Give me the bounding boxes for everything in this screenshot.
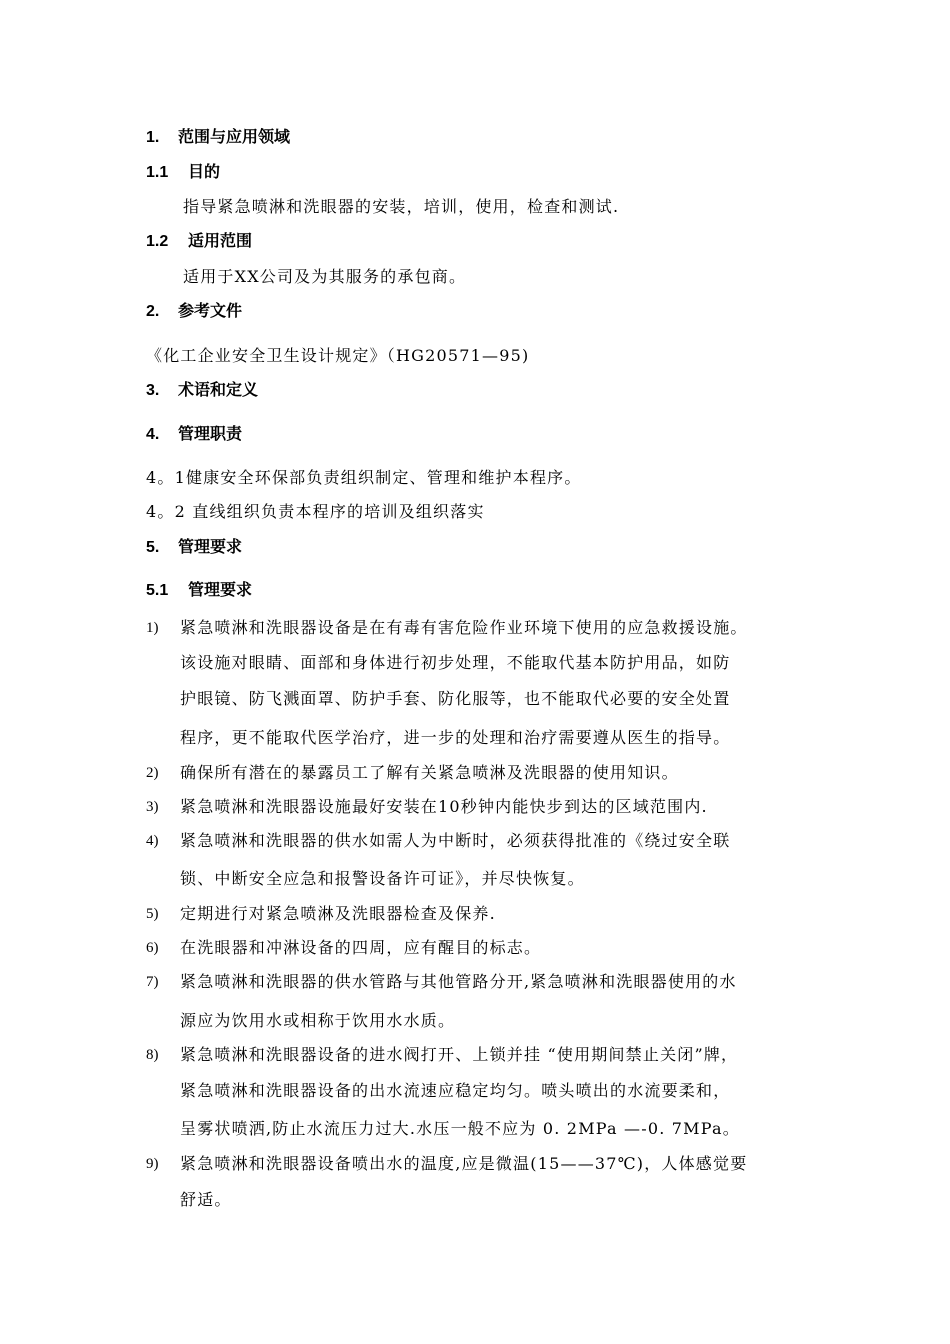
- list-item-line: 确保所有潜在的暴露员工了解有关紧急喷淋及洗眼器的使用知识。: [180, 763, 679, 782]
- section-heading-1-1: [146, 161, 220, 184]
- section-heading-4: [146, 423, 242, 446]
- section-heading-5-1: [146, 579, 252, 602]
- section-title: 范围与应用领域: [178, 127, 291, 146]
- purpose-paragraph: 指导紧急喷淋和洗眼器的安装，培训，使用，检查和测试.: [183, 197, 620, 216]
- duty-paragraph-1: 4。1健康安全环保部负责组织制定、管理和维护本程序。: [146, 468, 582, 487]
- section-number: 5.1: [146, 582, 169, 599]
- section-title: 适用范围: [188, 231, 253, 250]
- list-item-line: 紧急喷淋和洗眼器设备喷出水的温度,应是微温(15——37℃)，人体感觉要: [180, 1154, 748, 1173]
- section-number: 3.: [146, 382, 160, 399]
- section-heading-1: [146, 126, 290, 149]
- section-heading-3: [146, 379, 258, 402]
- section-heading-2: [146, 300, 242, 323]
- section-title: 管理要求: [188, 580, 253, 599]
- list-item-line: 紧急喷淋和洗眼器设备是在有毒有害危险作业环境下使用的应急救援设施。: [180, 618, 748, 637]
- list-item-line: 在洗眼器和冲淋设备的四周，应有醒目的标志。: [180, 938, 542, 957]
- list-item-line: 锁、中断安全应急和报警设备许可证》，并尽快恢复。: [180, 869, 585, 888]
- list-item-number: 1): [146, 620, 159, 636]
- list-item-line: 紧急喷淋和洗眼器的供水管路与其他管路分开,紧急喷淋和洗眼器使用的水: [180, 972, 737, 991]
- section-title: 参考文件: [178, 301, 243, 320]
- section-number: 2.: [146, 303, 160, 320]
- list-item-number: 8): [146, 1047, 159, 1063]
- section-number: 4.: [146, 426, 160, 443]
- list-item-line: 该设施对眼睛、面部和身体进行初步处理，不能取代基本防护用品，如防: [180, 653, 731, 672]
- section-heading-5: [146, 536, 242, 559]
- list-item-line: 源应为饮用水或相称于饮用水水质。: [180, 1011, 456, 1030]
- section-title: 管理要求: [178, 537, 243, 556]
- duty-paragraph-2: 4。2 直线组织负责本程序的培训及组织落实: [146, 502, 485, 521]
- list-item-number: 9): [146, 1156, 159, 1172]
- list-item-number: 7): [146, 974, 159, 990]
- scope-paragraph: 适用于XX公司及为其服务的承包商。: [183, 267, 467, 286]
- section-number: 1.: [146, 129, 160, 146]
- list-item-line: 程序，更不能取代医学治疗，进一步的处理和治疗需要遵从医生的指导。: [180, 728, 731, 747]
- section-number: 1.1: [146, 164, 169, 181]
- list-item-number: 4): [146, 833, 159, 849]
- section-number: 1.2: [146, 233, 169, 250]
- list-item-line: 紧急喷淋和洗眼器设备的进水阀打开、上锁并挂 “使用期间禁止关闭”牌，: [180, 1045, 739, 1064]
- list-item-number: 3): [146, 799, 159, 815]
- list-item-line: 紧急喷淋和洗眼器设施最好安装在10秒钟内能快步到达的区域范围内.: [180, 797, 708, 816]
- list-item-line: 舒适。: [180, 1190, 232, 1209]
- list-item-number: 6): [146, 940, 159, 956]
- list-item-number: 2): [146, 765, 159, 781]
- list-item-line: 紧急喷淋和洗眼器的供水如需人为中断时，必须获得批准的《绕过安全联: [180, 831, 731, 850]
- section-number: 5.: [146, 539, 160, 556]
- list-item-line: 紧急喷淋和洗眼器设备的出水流速应稳定均匀。喷头喷出的水流要柔和，: [180, 1081, 731, 1100]
- section-title: 目的: [188, 162, 221, 181]
- section-heading-1-2: [146, 230, 252, 253]
- list-item-number: 5): [146, 906, 159, 922]
- reference-paragraph: 《化工企业安全卫生设计规定》（HG20571—95): [146, 346, 530, 365]
- section-title: 术语和定义: [178, 380, 259, 399]
- list-item-line: 呈雾状喷洒,防止水流压力过大.水压一般不应为 0. 2MPa —-0. 7MPa。: [180, 1119, 740, 1138]
- section-title: 管理职责: [178, 424, 243, 443]
- list-item-line: 定期进行对紧急喷淋及洗眼器检查及保养.: [180, 904, 496, 923]
- list-item-line: 护眼镜、防飞溅面罩、防护手套、防化服等，也不能取代必要的安全处置: [180, 689, 731, 708]
